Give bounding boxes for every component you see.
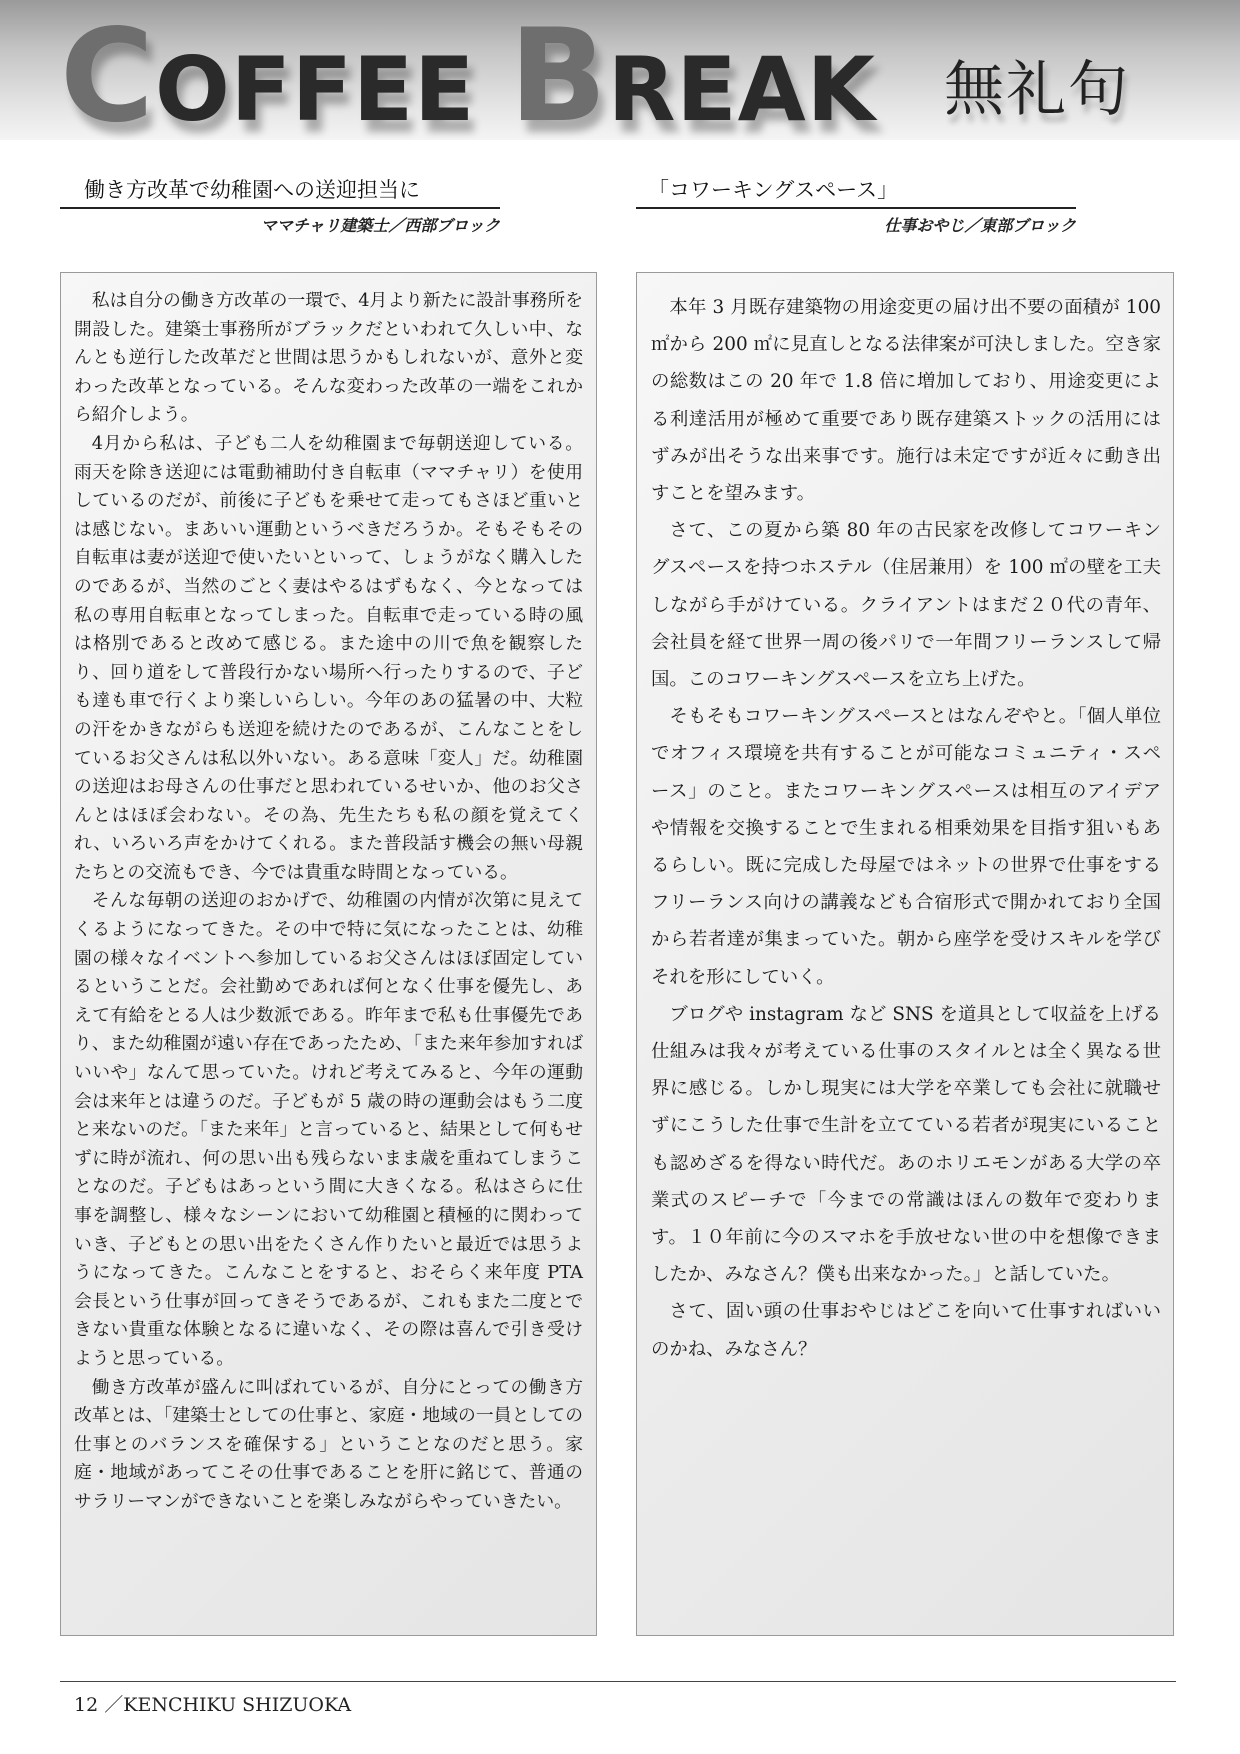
article-2-author: 仕事おやじ／東部ブロック: [884, 216, 1076, 235]
article-2-paragraph: さて、この夏から築 80 年の古民家を改修してコワーキングスペースを持つホステル（住居兼用）を 100 ㎡の壁を工夫しながら手がけている。クライアントはまだ２０代の青年、会社員を経て世界一周の後パリで一年間フリーランスして帰国。このコワーキングスペースを立ち上げた。: [651, 520, 1161, 691]
article-1-paragraph: 働き方改革が盛んに叫ばれているが、自分にとっての働き方改革とは、「建築士としての仕事と、家庭・地域の一員としての仕事とのバランスを確保する」ということなのだと思う。家庭・地域があってこその仕事であることを肝に銘じて、普通のサラリーマンができないことを楽しみながらやっていきたい。: [74, 1376, 583, 1512]
page-footer: [74, 1690, 351, 1717]
page-header: [0, 0, 1240, 140]
article-1-paragraph: 4月から私は、子ども二人を幼稚園まで毎朝送迎している。雨天を除き送迎には電動補助付き自転車（ママチャリ）を使用しているのだが、前後に子どもを乗せて走ってもさほど重いとは感じない。まあいい運動というべきだろうか。そもそもその自転車は妻が送迎で使いたいといって、しょうがなく購入したのであるが、当然のごとく妻はやるはずもなく、今となっては私の専用自転車となってしまった。自転車で走っている時の風は格別であると改めて感じる。また途中の川で魚を観察したり、回り道をして普段行かない場所へ行ったりするので、子ども達も車で行くより楽しいらしい。今年のあの猛暑の中、大粒の汗をかきながらも送迎を続けたのであるが、こんなことをしているお父さんは私以外いない。ある意味「変人」だ。幼稚園の送迎はお母さんの仕事だと思われているせいか、他のお父さんとはほぼ会わない。その為、先生たちも私の顔を覚えてくれ、いろいろ声をかけてくれる。また普段話す機会の無い母親たちとの交流もでき、今では貴重な時間となっている。: [74, 432, 583, 883]
article-2-title-rule: [636, 207, 1076, 209]
article-1-title-rule: [60, 207, 500, 209]
article-1-title: 働き方改革で幼稚園への送迎担当に: [84, 178, 420, 202]
header-subtitle: 無礼句: [944, 55, 1130, 125]
footer-separator: ／: [104, 1694, 124, 1716]
article-2-paragraph: ブログや instagram など SNS を道具として収益を上げる仕組みは我々が考えている仕事のスタイルとは全く異なる世界に感じる。しかし現実には大学を卒業しても会社に就職せずにこうした仕事で生計を立てている若者が現実にいることも認めざるを得ない時代だ。あのホリエモンがある大学の卒業式のスピーチで「今までの常識はほんの数年で変わります。１０年前に今のスマホを手放せない世の中を想像できましたか、みなさん？僕も出来なかった。」と話していた。: [651, 1003, 1161, 1286]
title-offee: OFFEE: [154, 38, 476, 140]
article-2-body: [636, 272, 1174, 1636]
footer-rule: [60, 1681, 1176, 1682]
article-1-author: ママチャリ建築士／西部ブロック: [260, 216, 500, 235]
article-1-paragraph: そんな毎朝の送迎のおかげで、幼稚園の内情が次第に見えてくるようになってきた。その中で特に気になったことは、幼稚園の様々なイベントへ参加しているお父さんはほぼ固定しているということだ。会社勤めであれば何となく仕事を優先し、あえて有給をとる人は少数派である。昨年まで私も仕事優先であり、また幼稚園が遠い存在であったため、「また来年参加すればいいや」なんて思っていた。けれど考えてみると、今年の運動会は来年とは違うのだ。子どもが 5 歳の時の運動会はもう二度と来ないのだ。「また来年」と言っていると、結果として何もせずに時が流れ、何の思い出も残らないまま歳を重ねてしまうことなのだ。子どもはあっという間に大きくなる。私はさらに仕事を調整し、様々なシーンにおいて幼稚園と積極的に関わっていき、子どもとの思い出をたくさん作りたいと最近では思うようになってきた。こんなことをすると、おそらく来年度 PTA 会長という仕事が回ってきそうであるが、これもまた二度とできない貴重な体験となるに違いなく、その際は喜んで引き受けようと思っている。: [74, 890, 583, 1369]
magazine-name: KENCHIKU SHIZUOKA: [123, 1694, 352, 1716]
title-reak: REAK: [607, 38, 876, 140]
article-1-paragraph: 私は自分の働き方改革の一環で、4月より新たに設計事務所を開設した。建築士事務所がブラックだといわれて久しい中、なんとも逆行した改革だと世間は思うかもしれないが、意外と変わった改革となっている。そんな変わった改革の一端をこれから紹介しよう。: [74, 290, 583, 426]
article-2-title: 「コワーキングスペース」: [648, 178, 899, 202]
title-initial-b: B: [509, 2, 608, 140]
page-number: 12: [74, 1694, 99, 1716]
article-1-body: [60, 272, 597, 1636]
article-2-paragraph: 本年 3 月既存建築物の用途変更の届け出不要の面積が 100 ㎡から 200 ㎡に見直しとなる法律案が可決しました。空き家の総数はこの 20 年で 1.8 倍に増加しており、用途変更による利達活用が極めて重要であり既存建築ストックの活用にはずみが出そうな出来事です。施行は未定ですが近々に動き出すことを望みます。: [651, 297, 1161, 505]
header-title: [60, 2, 876, 140]
article-2-paragraph: そもそもコワーキングスペースとはなんぞやと。「個人単位でオフィス環境を共有することが可能なコミュニティ・スペース」のこと。またコワーキングスペースは相互のアイデアや情報を交換することで生まれる相乗効果を目指す狙いもあるらしい。既に完成した母屋ではネットの世界で仕事をするフリーランス向けの講義なども合宿形式で開かれており全国から若者達が集まっていた。朝から座学を受けスキルを学びそれを形にしていく。: [651, 706, 1161, 988]
title-initial-c: C: [60, 2, 155, 140]
article-2-paragraph: さて、固い頭の仕事おやじはどこを向いて仕事すればいいのかね、みなさん？: [651, 1301, 1161, 1360]
